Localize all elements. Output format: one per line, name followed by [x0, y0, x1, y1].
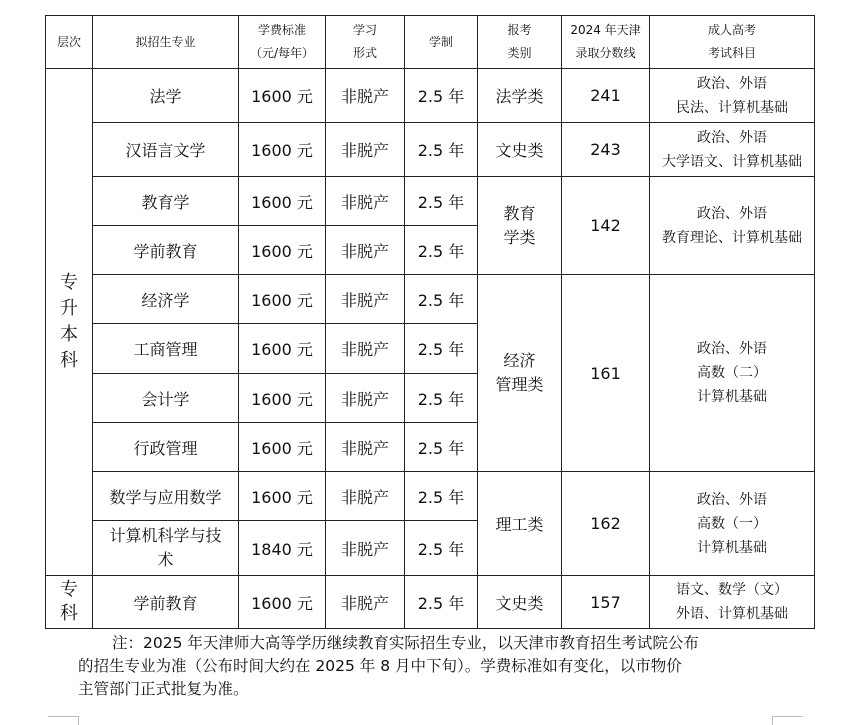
header-duration: 学制: [405, 16, 478, 69]
major-cell: 数学与应用数学: [93, 472, 239, 521]
form-cell: 非脱产: [326, 324, 405, 374]
duration-cell: 2.5 年: [405, 472, 478, 521]
duration-cell: 2.5 年: [405, 374, 478, 423]
major-cell: 学前教育: [93, 226, 239, 275]
fee-cell: 1600 元: [239, 123, 326, 177]
header-row: [46, 16, 815, 69]
duration-cell: 2.5 年: [405, 324, 478, 374]
form-cell: 非脱产: [326, 69, 405, 123]
level-zk: 专 科: [46, 576, 93, 629]
form-cell: 非脱产: [326, 423, 405, 472]
major-cell: 行政管理: [93, 423, 239, 472]
footnote-line: 主管部门正式批复为准。: [78, 680, 249, 698]
form-cell: 非脱产: [326, 472, 405, 521]
fee-cell: 1600 元: [239, 576, 326, 629]
duration-cell: 2.5 年: [405, 521, 478, 576]
score-cell: 157: [562, 576, 650, 629]
exam-cell: 政治、外语 民法、计算机基础: [650, 69, 815, 123]
fee-cell: 1600 元: [239, 226, 326, 275]
fee-cell: 1840 元: [239, 521, 326, 576]
major-cell: 工商管理: [93, 324, 239, 374]
score-cell: 161: [562, 275, 650, 472]
duration-cell: 2.5 年: [405, 423, 478, 472]
form-cell: 非脱产: [326, 177, 405, 226]
fee-cell: 1600 元: [239, 69, 326, 123]
major-cell: 法学: [93, 69, 239, 123]
header-major: 拟招生专业: [93, 16, 239, 69]
major-cell: 教育学: [93, 177, 239, 226]
form-cell: 非脱产: [326, 521, 405, 576]
footnote-line: 注：2025 年天津师大高等学历继续教育实际招生专业，以天津市教育招生考试院公布: [112, 634, 699, 652]
admissions-table: [45, 15, 815, 629]
header-exam: 成人高考 考试科目: [650, 16, 815, 69]
table-row: [46, 576, 815, 629]
form-cell: 非脱产: [326, 374, 405, 423]
score-cell: 241: [562, 69, 650, 123]
category-cell: 教育 学类: [478, 177, 562, 275]
major-cell: 会计学: [93, 374, 239, 423]
fee-cell: 1600 元: [239, 423, 326, 472]
major-cell: 汉语言文学: [93, 123, 239, 177]
table-row: [46, 177, 815, 226]
fee-cell: 1600 元: [239, 472, 326, 521]
header-category: 报考 类别: [478, 16, 562, 69]
category-cell: 文史类: [478, 123, 562, 177]
fee-cell: 1600 元: [239, 177, 326, 226]
header-level: 层次: [46, 16, 93, 69]
category-cell: 理工类: [478, 472, 562, 576]
table-row: [46, 275, 815, 324]
page-corner-mark: [48, 716, 79, 725]
exam-cell: 政治、外语 大学语文、计算机基础: [650, 123, 815, 177]
page-corner-mark: [772, 716, 803, 725]
exam-cell: 政治、外语 高数（一） 计算机基础: [650, 472, 815, 576]
fee-cell: 1600 元: [239, 374, 326, 423]
duration-cell: 2.5 年: [405, 275, 478, 324]
table-row: [46, 472, 815, 521]
major-cell: 学前教育: [93, 576, 239, 629]
exam-cell: 语文、数学（文） 外语、计算机基础: [650, 576, 815, 629]
category-cell: 经济 管理类: [478, 275, 562, 472]
duration-cell: 2.5 年: [405, 123, 478, 177]
form-cell: 非脱产: [326, 123, 405, 177]
duration-cell: 2.5 年: [405, 576, 478, 629]
exam-cell: 政治、外语 高数（二） 计算机基础: [650, 275, 815, 472]
score-cell: 142: [562, 177, 650, 275]
score-cell: 162: [562, 472, 650, 576]
table-row: [46, 69, 815, 123]
duration-cell: 2.5 年: [405, 69, 478, 123]
form-cell: 非脱产: [326, 275, 405, 324]
footnote: [78, 632, 778, 701]
score-cell: 243: [562, 123, 650, 177]
category-cell: 文史类: [478, 576, 562, 629]
form-cell: 非脱产: [326, 576, 405, 629]
major-cell: 经济学: [93, 275, 239, 324]
table-row: [46, 123, 815, 177]
header-fee: 学费标准 （元/每年）: [239, 16, 326, 69]
footnote-line: 的招生专业为准（公布时间大约在 2025 年 8 月中下旬）。学费标准如有变化，以市物价: [78, 657, 682, 675]
level-zsb: 专 升 本 科: [46, 69, 93, 576]
fee-cell: 1600 元: [239, 275, 326, 324]
fee-cell: 1600 元: [239, 324, 326, 374]
duration-cell: 2.5 年: [405, 226, 478, 275]
exam-cell: 政治、外语 教育理论、计算机基础: [650, 177, 815, 275]
major-cell: 计算机科学与技 术: [93, 521, 239, 576]
form-cell: 非脱产: [326, 226, 405, 275]
header-form: 学习 形式: [326, 16, 405, 69]
category-cell: 法学类: [478, 69, 562, 123]
header-score: 2024 年天津 录取分数线: [562, 16, 650, 69]
duration-cell: 2.5 年: [405, 177, 478, 226]
